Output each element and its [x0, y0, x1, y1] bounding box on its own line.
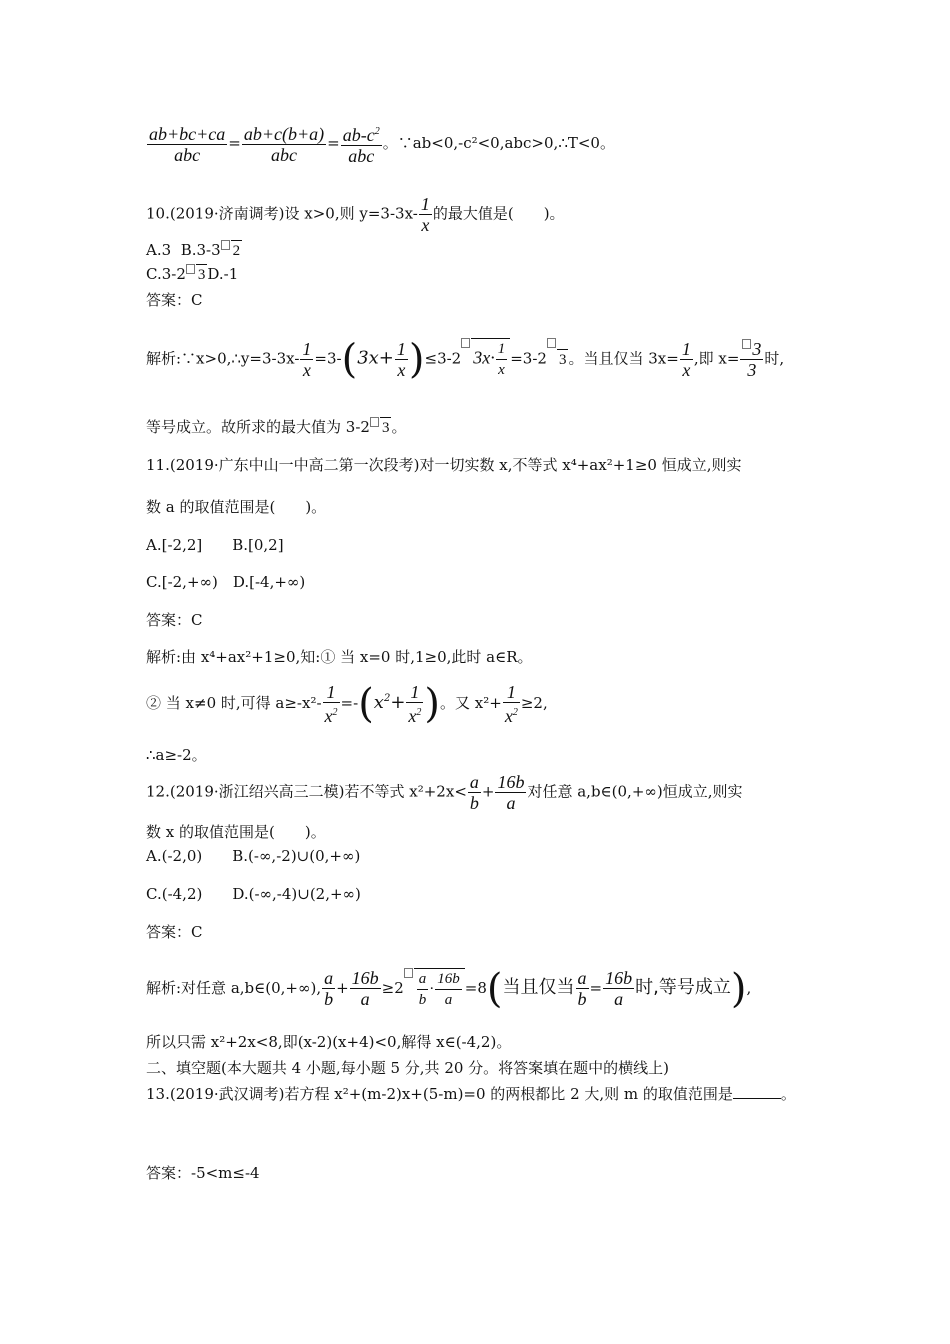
q12-analysis-prefix: 解析:对任意 a,b∈(0,+∞),: [146, 978, 322, 997]
q10-analysis: 解析:∵x>0,∴y=3-3x- $\frac{1}{x}$ =3-(3x+ $\frac{1}{x}$ )≤3-2 3x· $\frac{1}{x}$ =3-2 3 。当且仅当 3x= $\frac{1}{x}$ ,即 x= $\frac{3}{3}$ 时,: [146, 336, 785, 383]
q12-stem-prefix: 12.(2019·浙江绍兴高三二模)若不等式 x²+2x<: [146, 782, 467, 801]
q10-opt-d: D.-1: [207, 265, 239, 283]
q12-a-frac5: $\frac{a}{b}$: [577, 968, 587, 1010]
q11-analysis-2: ② 当 x≠0 时,可得 a≥-x²- $\frac{1}{x^2}$ $=-(x^2+$ $\frac{1}{x^2}$ )。又 x²+ $\frac{1}{x^2}$ ≥2,: [146, 681, 548, 727]
q11-analysis2-end: ≥2,: [520, 694, 548, 712]
q12-line-after: 所以只需 x²+2x<8,即(x-2)(x+4)<0,解得 x∈(-4,2)。: [146, 1033, 512, 1051]
q13-blank[interactable]: [733, 1084, 781, 1099]
q11-analysis-3: ∴a≥-2。: [146, 746, 207, 764]
q12-analysis: 解析:对任意 a,b∈(0,+∞), $\frac{a}{b}$ + $\frac{16b}{a}$ ≥2 $\frac{a}{b}$ · $\frac{16b}{a}$ =8(当且仅当 $\frac{a}{b}$ = $\frac{16b}{a}$ 时,等号成立),: [146, 965, 752, 1012]
q11-answer: 答案：C: [146, 611, 203, 629]
q11-analysis-1: 解析:由 x⁴+ax²+1≥0,知:① 当 x=0 时,1≥0,此时 a∈R。: [146, 648, 533, 666]
q12-a-frac3: $\frac{a}{b}$: [418, 971, 427, 1008]
q12-analysis-note-end: 时,等号成立: [635, 976, 731, 998]
q10-options-ab: A.3 B.3-3 2: [146, 241, 241, 259]
q10-analysis-frac2: $\frac{1}{x}$: [396, 339, 406, 381]
line1-tail: 。∵ab<0,-c²<0,abc>0,∴T<0。: [382, 134, 615, 152]
q12-a-frac1: $\frac{a}{b}$: [324, 968, 334, 1010]
q12-a-frac4: $\frac{16b}{a}$: [437, 971, 460, 1008]
q12-options-ab: A.(-2,0) B.(-∞,-2)∪(0,+∞): [146, 847, 361, 865]
q11-line1: 11.(2019·广东中山一中高二第一次段考)对一切实数 x,不等式 x⁴+ax²+1≥0 恒成立,则实: [146, 456, 742, 474]
q12-line2: 数 x 的取值范围是( )。: [146, 823, 326, 841]
q12-analysis-note: 当且仅当: [502, 976, 575, 998]
q12-frac2: $\frac{16b}{a}$: [497, 772, 525, 813]
q10-opt-c: C.3-2: [146, 265, 186, 283]
q11-analysis2-mid: 。又 x²+: [440, 694, 502, 712]
q12-stem-end: 对任意 a,b∈(0,+∞)恒成立,则实: [527, 782, 743, 801]
q10-analysis-mid: 当且仅当 3x=: [583, 349, 679, 368]
q10-frac: $\frac{1}{x}$: [420, 194, 430, 235]
q12-options-cd: C.(-4,2) D.(-∞,-4)∪(2,+∞): [146, 885, 361, 903]
q11-options-ab: A.[-2,2] B.[0,2]: [146, 536, 284, 554]
q11-options-cd: C.[-2,+∞) D.[-4,+∞): [146, 573, 306, 591]
q12-answer: 答案：C: [146, 923, 203, 941]
q11-frac2: $\frac{1}{x^2}$: [408, 682, 422, 726]
q10-opt-b: B.3-3: [180, 241, 221, 259]
q11-frac1: $\frac{1}{x^2}$: [324, 682, 338, 726]
q10-analysis-frac3: $\frac{1}{x}$: [681, 339, 691, 381]
q10-analysis-mid2: ,即 x=: [693, 349, 740, 368]
q10-analysis-prefix: 解析:∵x>0,∴y=3-3x-: [146, 349, 300, 368]
q12-stem: 12.(2019·浙江绍兴高三二模)若不等式 x²+2x< $\frac{a}{b}$ + $\frac{16b}{a}$ 对任意 a,b∈(0,+∞)恒成立,则实: [146, 772, 743, 813]
q10-analysis-frac1: $\frac{1}{x}$: [302, 339, 312, 381]
frac-1: $\frac{ab+bc+ca}{\text{abc}}$: [149, 123, 226, 165]
q10-conclusion-text: 等号成立。故所求的最大值为 3-2: [146, 418, 370, 436]
q10-opt-a: A.3: [146, 241, 172, 259]
q10-analysis-frac4: $\frac{3}{3}$: [740, 339, 763, 380]
frac-3: $\frac{ab-c^2}{\text{abc}}$: [341, 122, 382, 166]
frac-2: $\frac{ab+c(b+a)}{\text{abc}}$: [243, 123, 325, 165]
q10-analysis-end: 时,: [764, 349, 785, 368]
q10-answer: 答案：C: [146, 291, 203, 309]
q12-a-frac2: $\frac{16b}{a}$: [351, 968, 379, 1010]
q11-line2: 数 a 的取值范围是( )。: [146, 498, 327, 516]
q13-stem: 13.(2019·武汉调考)若方程 x²+(m-2)x+(5-m)=0 的两根都比 2 大,则 m 的取值范围是 。: [146, 1085, 796, 1103]
q11-analysis2-prefix: ② 当 x≠0 时,可得 a≥-x²-: [146, 694, 322, 712]
fraction-line-1: $\frac{ab+bc+ca}{\text{abc}}$ = $\frac{ab+c(b+a)}{\text{abc}}$ = $\frac{ab-c^2}{\text{abc}}$ 。∵ab<0,-c²<0,abc>0,∴T<0。: [149, 123, 615, 166]
q12-frac1: $\frac{a}{b}$: [469, 772, 479, 813]
q10-conclusion: 等号成立。故所求的最大值为 3-2 3 。: [146, 418, 407, 436]
q13-stem-text: 13.(2019·武汉调考)若方程 x²+(m-2)x+(5-m)=0 的两根都比 2 大,则 m 的取值范围是: [146, 1085, 733, 1103]
q13-answer: 答案：-5<m≤-4: [146, 1164, 260, 1182]
q10-stem: [146, 194, 565, 235]
q10-stem-text: 10.(2019·济南调考)设 x>0,则 y=3-3x-: [146, 204, 418, 223]
q10-stem-end: 的最大值是( )。: [432, 204, 565, 223]
q12-a-frac6: $\frac{16b}{a}$: [605, 968, 633, 1010]
section-2-heading: 二、填空题(本大题共 4 小题,每小题 5 分,共 20 分。将答案填在题中的横线上): [146, 1059, 670, 1077]
q10-options-cd: C.3-2 3 D.-1: [146, 265, 239, 283]
q11-frac3: $\frac{1}{x^2}$: [504, 682, 518, 726]
